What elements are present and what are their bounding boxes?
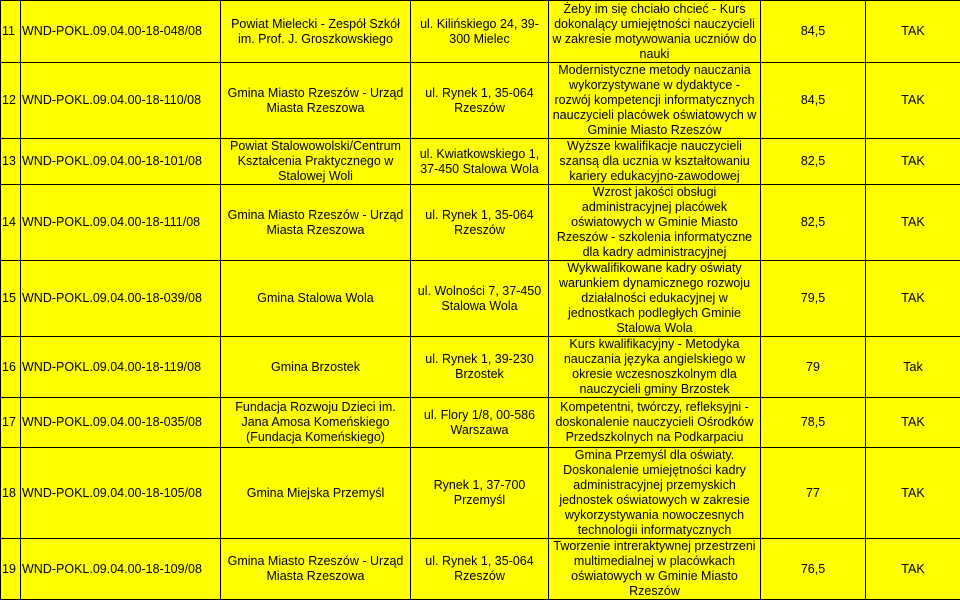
- address: ul. Kilińskiego 24, 39-300 Mielec: [411, 1, 549, 63]
- row-number: 12: [1, 63, 21, 139]
- application-code: WND-POKL.09.04.00-18-048/08: [21, 1, 221, 63]
- project-title: Tworzenie intreraktywnej przestrzeni multimedialnej w placówkach oświatowych w Gminie Miasto Rzeszów: [549, 539, 761, 600]
- score: 84,5: [761, 63, 866, 139]
- score: 84,5: [761, 1, 866, 63]
- table-row: [1, 337, 960, 398]
- project-title: Modernistyczne metody nauczania wykorzystywane w dydaktyce - rozwój kompetencji informatycznych nauczycieli placówek oświatowych w Gminie Miasto Rzeszów: [549, 63, 761, 139]
- result: TAK: [866, 1, 960, 63]
- application-code: WND-POKL.09.04.00-18-035/08: [21, 398, 221, 448]
- address: ul. Rynek 1, 35-064 Rzeszów: [411, 539, 549, 600]
- row-number: 11: [1, 1, 21, 63]
- application-code: WND-POKL.09.04.00-18-119/08: [21, 337, 221, 398]
- table-row: [1, 185, 960, 261]
- address: ul. Rynek 1, 39-230 Brzostek: [411, 337, 549, 398]
- address: Rynek 1, 37-700 Przemyśl: [411, 448, 549, 539]
- row-number: 19: [1, 539, 21, 600]
- application-code: WND-POKL.09.04.00-18-109/08: [21, 539, 221, 600]
- address: ul. Wolności 7, 37-450 Stalowa Wola: [411, 261, 549, 337]
- result: TAK: [866, 539, 960, 600]
- result: TAK: [866, 139, 960, 185]
- row-number: 13: [1, 139, 21, 185]
- row-number: 18: [1, 448, 21, 539]
- beneficiary: Powiat Stalowowolski/Centrum Kształcenia Praktycznego w Stalowej Woli: [221, 139, 411, 185]
- project-title: Wykwalifikowane kadry oświaty warunkiem dynamicznego rozwoju działalności edukacyjnej w jednostkach podległych Gminie Stalowa Wola: [549, 261, 761, 337]
- score: 82,5: [761, 139, 866, 185]
- application-code: WND-POKL.09.04.00-18-111/08: [21, 185, 221, 261]
- score: 76,5: [761, 539, 866, 600]
- score: 77: [761, 448, 866, 539]
- table-row: [1, 448, 960, 539]
- beneficiary: Fundacja Rozwoju Dzieci im. Jana Amosa Komeńskiego (Fundacja Komeńskiego): [221, 398, 411, 448]
- application-code: WND-POKL.09.04.00-18-101/08: [21, 139, 221, 185]
- beneficiary: Gmina Miejska Przemyśl: [221, 448, 411, 539]
- score: 78,5: [761, 398, 866, 448]
- beneficiary: Gmina Miasto Rzeszów - Urząd Miasta Rzeszowa: [221, 63, 411, 139]
- row-number: 16: [1, 337, 21, 398]
- score: 79: [761, 337, 866, 398]
- table-row: [1, 261, 960, 337]
- beneficiary: Powiat Mielecki - Zespół Szkół im. Prof. J. Groszkowskiego: [221, 1, 411, 63]
- table-row: [1, 139, 960, 185]
- project-title: Gmina Przemyśl dla oświaty. Doskonalenie umiejętności kadry administracyjnej przemyskich jednostek oświatowych w zakresie wykorzystywania nowoczesnych technologii informatycznych: [549, 448, 761, 539]
- project-title: Żeby im się chciało chcieć - Kurs dokonalący umiejętności nauczycieli w zakresie motywowania uczniów do nauki: [549, 1, 761, 63]
- project-title: Wyższe kwalifikacje nauczycieli szansą dla ucznia w kształtowaniu kariery edukacyjno-zawodowej: [549, 139, 761, 185]
- project-title: Wzrost jakości obsługi administracyjnej placówek oświatowych w Gminie Miasto Rzeszów - szkolenia informatyczne dla kadry administracyjnej: [549, 185, 761, 261]
- table-row: [1, 63, 960, 139]
- address: ul. Kwiatkowskiego 1, 37-450 Stalowa Wola: [411, 139, 549, 185]
- table-row: [1, 539, 960, 600]
- project-title: Kompetentni, twórczy, refleksyjni - doskonalenie nauczycieli Ośrodków Przedszkolnych na Podkarpaciu: [549, 398, 761, 448]
- application-code: WND-POKL.09.04.00-18-110/08: [21, 63, 221, 139]
- row-number: 14: [1, 185, 21, 261]
- table-row: [1, 1, 960, 63]
- project-title: Kurs kwalifikacyjny - Metodyka nauczania języka angielskiego w okresie wczesnoszkolnym dla nauczycieli gminy Brzostek: [549, 337, 761, 398]
- beneficiary: Gmina Brzostek: [221, 337, 411, 398]
- address: ul. Rynek 1, 35-064 Rzeszów: [411, 185, 549, 261]
- row-number: 15: [1, 261, 21, 337]
- result: TAK: [866, 261, 960, 337]
- result: Tak: [866, 337, 960, 398]
- row-number: 17: [1, 398, 21, 448]
- score: 79,5: [761, 261, 866, 337]
- application-code: WND-POKL.09.04.00-18-039/08: [21, 261, 221, 337]
- application-code: WND-POKL.09.04.00-18-105/08: [21, 448, 221, 539]
- address: ul. Flory 1/8, 00-586 Warszawa: [411, 398, 549, 448]
- address: ul. Rynek 1, 35-064 Rzeszów: [411, 63, 549, 139]
- result: TAK: [866, 448, 960, 539]
- beneficiary: Gmina Miasto Rzeszów - Urząd Miasta Rzeszowa: [221, 539, 411, 600]
- table-row: [1, 398, 960, 448]
- result: TAK: [866, 398, 960, 448]
- result: TAK: [866, 63, 960, 139]
- beneficiary: Gmina Miasto Rzeszów - Urząd Miasta Rzeszowa: [221, 185, 411, 261]
- score: 82,5: [761, 185, 866, 261]
- result: TAK: [866, 185, 960, 261]
- beneficiary: Gmina Stalowa Wola: [221, 261, 411, 337]
